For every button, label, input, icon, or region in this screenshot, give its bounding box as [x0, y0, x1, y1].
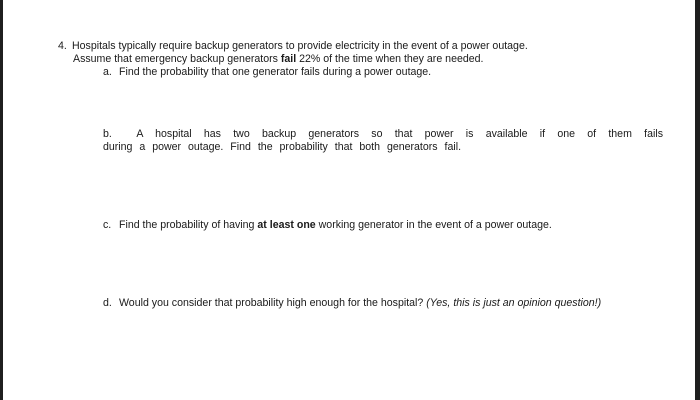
question-intro-text: Hospitals typically require backup generators to provide electricity in the event of a power outage.: [72, 40, 528, 52]
part-a-label: a.: [103, 66, 112, 78]
part-a: [103, 66, 431, 79]
part-c-bold: at least one: [257, 219, 316, 231]
part-b-line-1: [103, 128, 663, 141]
part-c-text-end: working generator in the event of a power outage.: [315, 219, 552, 231]
part-d-label: d.: [103, 297, 112, 309]
part-d-text: Would you consider that probability high enough for the hospital?: [119, 297, 427, 309]
part-d-italic: (Yes, this is just an opinion question!): [426, 297, 602, 309]
part-b-label: b.: [103, 128, 112, 140]
question-4-assumption: [73, 53, 483, 66]
question-4-intro: [58, 40, 528, 53]
right-border: [695, 0, 700, 400]
question-number: 4.: [58, 40, 67, 52]
part-a-text: Find the probability that one generator fails during a power outage.: [119, 66, 432, 78]
part-c-label: c.: [103, 219, 112, 231]
part-b-text-1: A hospital has two backup generators so that power is available if one of them fails: [136, 128, 663, 140]
assumption-text: Assume that emergency backup generators: [73, 53, 281, 65]
part-b-line-2: [103, 141, 461, 154]
part-b-text-2: during a power outage. Find the probability that both generators fail.: [103, 141, 462, 153]
part-c: [103, 219, 552, 232]
left-border: [0, 0, 3, 400]
part-c-text: Find the probability of having: [119, 219, 258, 231]
assumption-text-end: 22% of the time when they are needed.: [296, 53, 484, 65]
assumption-bold: fail: [280, 53, 297, 65]
part-d: [103, 297, 601, 310]
